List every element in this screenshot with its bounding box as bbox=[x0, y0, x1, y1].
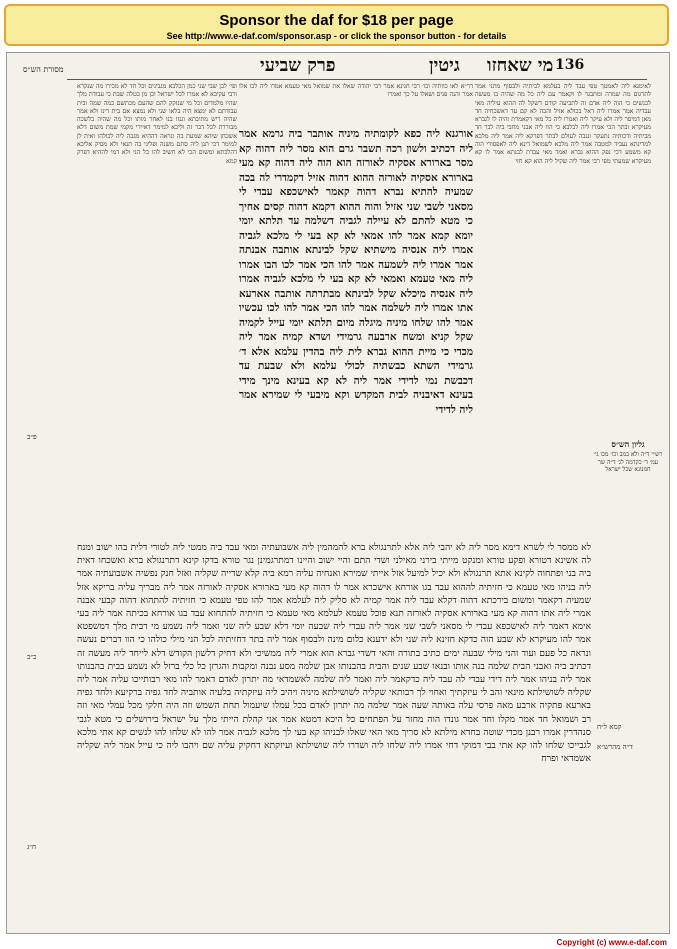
tosafot-commentary: ופי׳ לבן שבי שני כמן הכלבא מגבינים וכל חד לא מכירו מה שנקרא ורבי עקיבא לא אמרו לכל ישראל וכן מן בטלה שבת כי עבודת מלך שהיו מלמדים וכל מי שנזקק להם שהעם מכתשם כמה שמה ובית עבודתם לא ימצא היה בלאו שני ולא נמצא אם בית דינו ולא אמר שהיה ריש מתיבתא וגנזו בנו לאחר מותו וכל מה שהיה בלשכה מבוררת לכל דבר זה וליכא למימר דאיירי מקמי שמת משום דלא אשכחן שיהא שמעת בה ונראה דההיא מגבה ליה לכולהו ואית לן למימר דכי תנן ליה סתם משנה ופליגי בה תנאי ולא מסיק אליבא דהלכתא ומשום הכי לא חשיב להו כל הני ולא דמי לההיא דפרק קמא bbox=[77, 83, 237, 165]
tractate-heading: גיטין bbox=[429, 55, 460, 76]
margin-note: קמא ל״ח bbox=[597, 723, 622, 731]
margin-note: ד״ה מהרש״א bbox=[597, 743, 633, 751]
gemara-continuation-text: לא ממסר לי לשרא דימא מסר ליה לא יהבי ליה אלא לתרנגולא ברא להמהמין ליה אשבועתיה ומאי עבד ביה ממטי ליה לטורי דלית בהו ישוב ומנח לה אשינא דטורא ופקע טורא ומנקט מייתי בירני מאילני ושדי התם והיי ישוב והיינו דמתרגמינן נגר טורא בדקו קינא דתרנגולא ברא ואשכחו דאית ביה בני ופתחוה לקינא אתא תרנגולא ולא יכיל למיעל אזל אייתי שמירא ואנחיה עליה רמא ביה קלא שדייה שקליה ואזל חנק נפשיה אשבועתיה אמר ליה בניהו מאי טעמא כי חזיתיה לההוא עבד בגו אורחא אישכרא אמר לו דהוה קא מעי בארורא אסקיה לאורזה אמר ליה מבריך עליה בריקא אזל שמעיה דקאמר ומשום בירכתא דהוה דקלא עבד ליה אמר קמיה לא סליק ליה לעלמא אמר להו טפי טעמא כי חזיתיה להתהוא דהוה קבעי אבנה אמרי ליה אתו דהוה קא מעי בארורא אסקיה לאורזה תנא פוכל טעמא לעלמא מאי טעמא כי חזיתיה להתחוא עבד בגו אורחא בכיתה אמר ליה בעי אימא דאמר ליה לאישכפא עבדי לי מסאני לשבי שני אמר ליה עבדי ליה שבעה יומי דלא שבע ליה שני ואמר ליה נשמע מי דבית מלך דמשפטא אמר להו מעיקרא לא שבע הוה כדקא חזינא ליה שני ולא ידענא כלום מינה ולבסוף אמר ליה בתר דחזיתיה לכל הני מילי כולהו כי הוו דברים נעשה ונראה כל פעם ועוד והני מילי שבעה ימים כתיב בתורה והאי דשדי גברא הוא אמרי ליה ממשיכי ולא דחיק דלשון הקודש דלא לייחד ליה מעשה זה דכתיב ביה ואבני הבית שלמה בנה אותו ובנאו שבע שנים והבית בהבנותו אבן שלמה מסע נבנה ומקבות והגרזן כל כלי ברזל לא נשמע בבית בהבנותו אמר ליה בניהו אמר ליה דידי עבדי לה עבד ליה כדקאמר ליה ואמר ליה שלמה לאשמדאי מה יתרון לאדם דאמר להו מאי רבותייכו עליה אמר ליה שקליה לשושילתא מינאי והב לי עיזקתיך ואחוי לך רבותאי שקליה לשושילתא מיניה ויהיב ליה עיזקתיה בלעיה אותביה לחד גפיה ברקיעא ולחד גפיה בארעא פתקיה ארבע מאה פרסי עלה באותה שעה אמר שלמה מה יתרון לאדם בכל עמלו שיעמול תחת השמש וזה היה חלקי מכל עמלי מאי וזה רב ושמואל חד אמר מקלו וחד אמר גונדו הוה מחזר על הפתחים כל היכא דמטא אמר אני קהלת הייתי מלך על ישראל בירושלים כי מטא לגבי סנהדרין אמרו רבנן מכדי שוטה בחדא מילתא לא סריך מאי האי שאלו לבניהו קא בעי לך מלכא לגביה אמר להו לא שלחו להו לנשים קא אתי מלכא לגבייכו שלחו להו קא אתי בבי דמוקי דחי אמרו ליה שלחו ליה ושדרו ליה שושילתא ועיזקתא דחקיק עליה שם ויהבו ליה כי עייל אמר ליה שקליה אשמדאי ופרח bbox=[77, 542, 591, 765]
commentary-top-strip: דר״א לאו כוותיה וכו׳ רבי חנינא אמר רבי יהודה שאלו את שמואל מאי טעמא אמרו ליה לכו אלו אמר והנה פנים ושאלו על כך ואמרו bbox=[239, 83, 473, 99]
sponsor-banner-title: Sponsor the daf for $18 per page bbox=[219, 12, 454, 29]
margin-note: ח״ג bbox=[27, 843, 37, 851]
gilyon-hashas-label: גליון הש״ס bbox=[611, 439, 645, 449]
gilyon-hashas-text: רש״י ד״ה ולא כמב וכו׳ מכו גי׳ עמ׳ ד׳ כקדמה לג׳ ד״ה שר חמנונא שכל ישראל bbox=[593, 451, 663, 473]
rashi-commentary: לאימנא ליה לאמטך טפי עבד ליה בעלמא לביתיה ולבסוף מתני אמר לתרגום מה שמרה ומתבגר לו וקאמר עם ליה כל מה שהיה בו מעשה לכנשים כי הוה ליה אדם זה לתביעה קודם דשקל לה ההוא עיליה מאי עבדיה אמר אמרו ליה דאל בכולא אזיל והכה לא קם עד דאשכחיה חד מאן דמיסר ליה ולא עיקר ליה ואמרו ליה כל מאי דקאמרת והיה לו לגברא מעיקרא ובתר הכי אמרו ליה לכלבא כי הוו ליה אבני מחבי ביה לבר חד מביתיה ודכותיה נתעקר ונגבה לעולם לבתר דפרקא ליה אמר ליה מלכא למדינתא נעביד למטבה אמר ליה מלכא לשמואל דינא ליה לאפסורי הוה קא משמע דכי נפק ההוא גברא ואמר מאי עבדת לבנתא אמר לו קא מעיקרא שמעתי מפי רבי אמר ליה שקיל ליה הוא קא חזי bbox=[475, 83, 651, 165]
copyright-notice: Copyright (c) www.e-daf.com bbox=[556, 938, 667, 947]
page-number: 136 bbox=[555, 57, 585, 73]
gemara-main-text: אורגנא ליה כפא לקומתיה מיניה אותבר ביה גרמא אמר ליה דכתיב ולשון רכה תשבר גרם הוא מסר ליה דהוה קא מסר בארורא אסקיה לאורזה הוא הוה ליה דהוה קא מעי בארורא אסקיה לאורזה ההוא דהוה אזיל דקמדרי לה בכה שמעיה להתיא נברא דהוה קאמר לאישכפא עבדי לי מסאני לשבי שני אזיל והוה ההוא דקמא דהוה קסים אחיך כי מטא להתם לא עיילה לגביה דשלמה עד תלתא יומי יומא קמא אמר להו אמאי לא קא בעי לי מלכא לגביה אמרו ליה אנסיה מישתיא שקל לבינתא אותבה אבנתה אמר אמרו ליה לשמעה אמר להו הכי אמר לכו הבו אמרו ליה מאי טעמא ואמאי לא קא בעי לי מלכא לגביה אמרו ליה אנסיה מיכלא שקל לבינתא מבתרתה אותבה אארעא אתו אמרו ליה לשלמה אמר להו הכי אמר להו לכו עכשיו אמר להו שלחו מיניה מיגלה מיום תלתא יומי עייל לקמיה שקל קניא ומשח ארבעה גרמידי ושדא קמיה אמר ליה מכדי כי מיית ההוא גברא לית ליה בהדין עלמא אלא ד׳ גרמידי השתא כבשתיה לכולי עלמא ולא שבעת עד דכבשת נמי לדידי אמר ליה לא קא בעינא מינך מידי בעינא דאיבניה לבית המקדש וקא מיבעי לי שמירא אמר ליה לדידי bbox=[239, 128, 473, 416]
sponsor-banner-subtitle: See http://www.e-daf.com/sponsor.asp - or click the sponsor button - for details bbox=[166, 31, 507, 41]
margin-note: כ״ב bbox=[27, 653, 37, 661]
header-rule bbox=[67, 79, 647, 80]
talmud-page-scan bbox=[6, 52, 670, 934]
sponsor-banner[interactable] bbox=[4, 4, 669, 46]
mishnah-heading: מי שאחזו bbox=[487, 55, 554, 76]
chapter-heading: פרק שביעי bbox=[260, 55, 336, 76]
masoret-hashas-label: מסורת הש״ס bbox=[23, 65, 64, 74]
margin-note: פ״ב bbox=[27, 433, 37, 441]
